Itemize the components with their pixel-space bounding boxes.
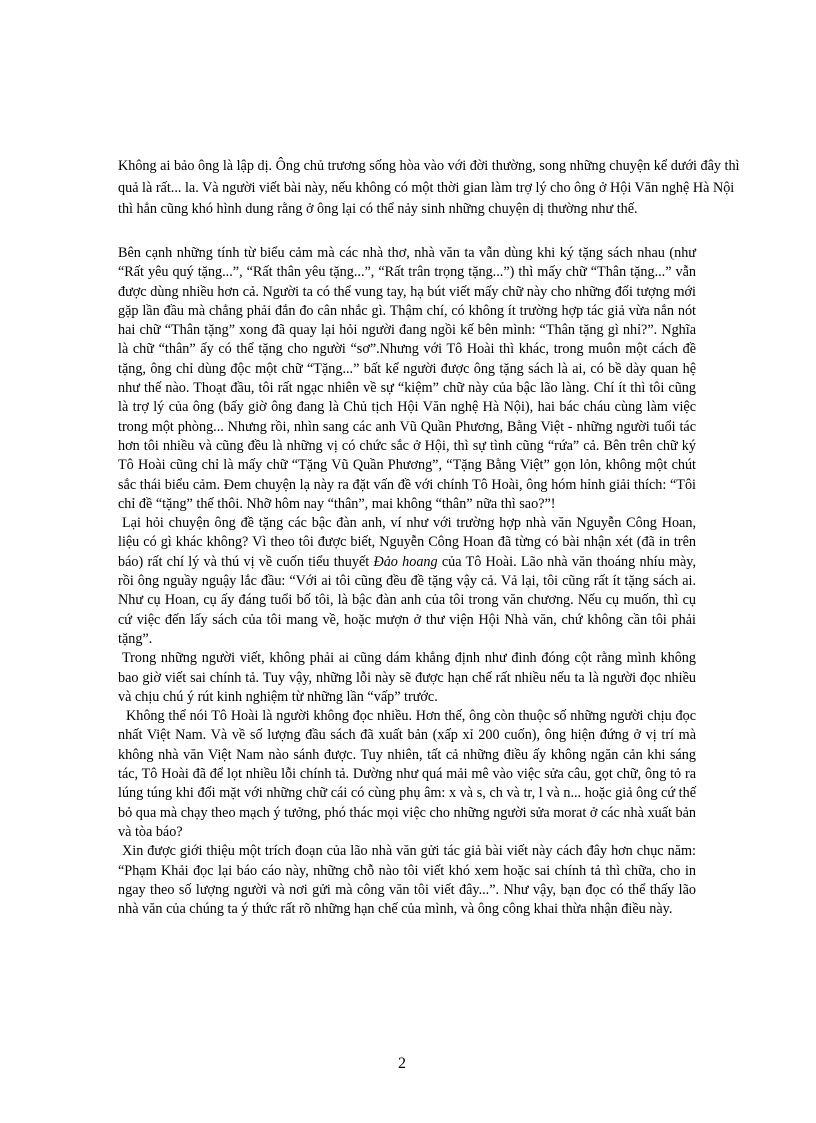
body-text: [118, 244, 696, 919]
paragraph-nguyen-cong-hoan-text: Lại hỏi chuyện ông đề tặng các bậc đàn anh, ví như với trường hợp nhà văn Nguyễn Công Hoan, liệu có gì khác không? Vì theo tôi được biết, Nguyễn Công Hoan đã từng có bài nhận xét (đã in trên báo) rất chí lý và thú vị về cuốn tiểu thuyết Đảo hoang của Tô Hoài. Lão nhà văn thoáng nhíu mày, rồi ông nguầy nguậy lắc đầu: “Với ai tôi cũng đều đề tặng vậy cả. Vả lại, tôi cũng rất ít tặng sách ai. Như cụ Hoan, cụ ấy đáng tuổi bố tôi, là bậc đàn anh của tôi trong văn chương. Nếu cụ muốn, thì cụ cứ việc đến lấy sách của tôi mang về, hoặc mượn ở thư viện Hội Nhà văn, chứ không cần tôi phải tặng”.: [118, 515, 697, 647]
book-title: Đảo hoang: [373, 553, 438, 570]
paragraph-dedication: Bên cạnh những tính từ biểu cảm mà các nhà thơ, nhà văn ta vẫn dùng khi ký tặng sách nhau (như “Rất yêu quý tặng...”, “Rất thân yêu tặng...”, “Rất trân trọng tặng...”) thì mấy chữ “Thân tặng...” vẫn được dùng nhiều hơn cả. Người ta có thể vung tay, hạ bút viết mấy chữ này cho những đối tượng mới gặp lần đầu mà chẳng phải đắn đo cân nhắc gì. Thậm chí, có không ít trường hợp tác giả vừa nắn nót hai chữ “Thân tặng” xong đã quay lại hỏi người đang ngồi kế bên mình: “Thân tặng gì nhỉ?”. Nghĩa là chữ “thân” ấy có thể tặng cho người “sơ”.Nhưng với Tô Hoài thì khác, trong muôn một cách đề tặng, ông chỉ dùng độc một chữ “Tặng...” bất kể người được ông tặng sách là ai, có bề dày quan hệ như thế nào. Thoạt đầu, tôi rất ngạc nhiên về sự “kiệm” chữ này của bậc lão làng. Chí ít thì tôi cũng là trợ lý của ông (bấy giờ ông đang là Chủ tịch Hội Văn nghệ Hà Nội), hai bác cháu cùng làm việc trong một phòng... Nhưng rồi, nhìn sang các anh Vũ Quần Phương, Bằng Việt - những người tuổi tác hơn tôi nhiều và cũng đều là những vị có chức sắc ở Hội, thì sự tình cũng “rứa” cả. Bên trên chữ ký Tô Hoài cũng chỉ là mấy chữ “Tặng Vũ Quần Phương”, “Tặng Bằng Việt” gọn lỏn, không một chút sắc thái biểu cảm. Đem chuyện lạ này ra đặt vấn đề với chính Tô Hoài, ông hóm hỉnh giải thích: “Tôi chỉ đề “tặng” thế thôi. Nhỡ hôm nay “thân”, mai không “thân” nữa thì sao?”!: [118, 245, 696, 512]
intro-line: Không ai bảo ông là lập dị. Ông chủ trương sống hòa vào với đời thường, song những chuyện kể dưới đây thì: [118, 158, 740, 174]
paragraph-nguyen-cong-hoan: [118, 514, 696, 649]
intro-block: [118, 156, 816, 221]
paragraph-letter-excerpt: Xin được giới thiệu một trích đoạn của lão nhà văn gửi tác giả bài viết này cách đây hơn chục năm: “Phạm Khải đọc lại báo cáo này, những chỗ nào tôi viết khó xem hoặc sai chính tả thì chữa, cho in ngay theo số lượng người và nơi gửi mà công văn tôi viết đây...”. Như vậy, bạn đọc có thể thấy lão nhà văn của chúng ta ý thức rất rõ những hạn chế của mình, và ông công khai thừa nhận điều này.: [118, 843, 696, 918]
intro-line: thì hẳn cũng khó hình dung rằng ở ông lại có thể nảy sinh những chuyện dị thường như thế.: [118, 201, 638, 217]
intro-line: quả là rất... la. Và người viết bài này, nếu không có một thời gian làm trợ lý cho ông ở Hội Văn nghệ Hà Nội: [118, 179, 735, 196]
paragraph-to-hoai-reading: Không thể nói Tô Hoài là người không đọc nhiều. Hơn thế, ông còn thuộc số những người chịu đọc nhất Việt Nam. Và về số lượng đầu sách đã xuất bản (xấp xỉ 200 cuốn), ông hiện đứng ở vị trí mà không nhà văn Việt Nam nào sánh được. Tuy nhiên, tất cả những điều ấy không ngăn cản khi sáng tác, Tô Hoài đã để lọt nhiều lỗi chính tả. Dường như quá mải mê vào việc sửa câu, gọt chữ, ông tỏ ra lúng túng khi đối mặt với những chữ cái có cùng phụ âm: x và s, ch và tr, l và n... hoặc giả ông cứ thế bỏ qua mà chạy theo mạch ý tưởng, phó thác mọi việc cho những người sửa morat ở các nhà xuất bản và tòa báo?: [118, 708, 696, 840]
paragraph-spelling-mistakes: Trong những người viết, không phải ai cũng dám khẳng định như đinh đóng cột rằng mình không bao giờ viết sai chính tả. Tuy vậy, những lỗi này sẽ được hạn chế rất nhiều nếu ta là người đọc nhiều và chịu chú ý rút kinh nghiệm từ những lần “vấp” trước.: [118, 650, 696, 705]
page-number: 2: [398, 1055, 406, 1072]
